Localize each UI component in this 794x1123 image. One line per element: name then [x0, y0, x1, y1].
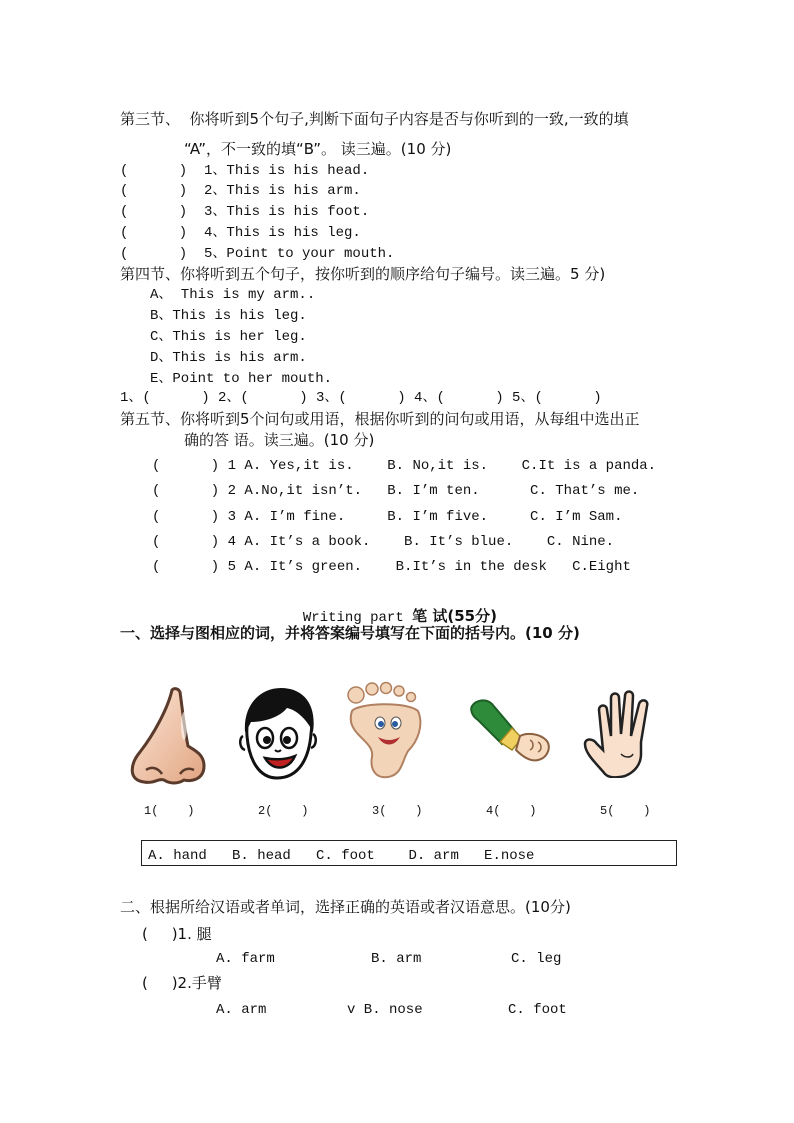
section3-item-5: ( ) 5、Point to your mouth.	[120, 246, 395, 262]
nose-picture	[124, 686, 210, 786]
section5-item-3: ( ) 3 A. I’m fine. B. I’m five. C. I’m Sam.	[152, 509, 623, 525]
part2-q2-option-c: C. foot	[508, 1002, 567, 1018]
section5-item-4: ( ) 4 A. It’s a book. B. It’s blue. C. Nine.	[152, 534, 615, 550]
section3-item-3: ( ) 3、This is his foot.	[120, 204, 370, 220]
part2-q1-option-b: B. arm	[371, 951, 422, 967]
writing-heading-cn: 笔 试(55分)	[412, 607, 497, 625]
part1-options: A. hand B. head C. foot D. arm E.nose	[148, 848, 535, 864]
arm-picture	[468, 696, 552, 768]
part2-q2-option-b: v B. nose	[347, 1002, 423, 1018]
part2-title: 二、根据所给汉语或者单词，选择正确的英语或者汉语意思。(10分)	[120, 898, 571, 916]
writing-heading-en: Writing part	[302, 610, 413, 626]
head-picture	[237, 686, 319, 784]
picture-label-5: 5( )	[600, 804, 651, 818]
section5-title-cont: 确的答 语。读三遍。(10 分)	[184, 431, 375, 449]
section5-item-2: ( ) 2 A.No,it isn’t. B. I’m ten. C. That’s me.	[152, 483, 640, 499]
section4-item-c: C、This is her leg.	[150, 329, 307, 345]
section4-item-e: E、Point to her mouth.	[150, 371, 333, 387]
section4-item-a: A、 This is my arm..	[150, 287, 316, 303]
foot-picture	[346, 681, 424, 781]
picture-label-1: 1( )	[144, 804, 195, 818]
section5-title: 第五节、你将听到5个问句或用语，根据你听到的问句或用语，从每组中选出正	[120, 410, 640, 428]
part2-q1: ( )1. 腿	[142, 925, 212, 943]
part1-title: 一、选择与图相应的词，并将答案编号填写在下面的括号内。(10 分)	[120, 624, 580, 642]
section5-item-1: ( ) 1 A. Yes,it is. B. No,it is. C.It is a panda.	[152, 458, 657, 474]
section3-item-4: ( ) 4、This is his leg.	[120, 225, 361, 241]
section3-title: 第三节、 你将听到5个句子,判断下面句子内容是否与你听到的一致,一致的填	[120, 110, 629, 128]
part2-q2: ( )2.手臂	[142, 974, 222, 992]
picture-label-3: 3( )	[372, 804, 423, 818]
hand-picture	[581, 688, 663, 778]
part2-q1-option-a: A. farm	[216, 951, 275, 967]
section4-item-d: D、This is his arm.	[150, 350, 307, 366]
writing-part-heading	[294, 589, 497, 627]
part2-q1-option-c: C. leg	[511, 951, 562, 967]
section4-title: 第四节、你将听到五个句子，按你听到的顺序给句子编号。读三遍。5 分)	[120, 265, 606, 283]
part2-q2-option-a: A. arm	[216, 1002, 267, 1018]
section3-item-2: ( ) 2、This is his arm.	[120, 183, 361, 199]
section5-item-5: ( ) 5 A. It’s green. B.It’s in the desk C.Eight	[152, 559, 631, 575]
section4-answer-line: 1、( ) 2、( ) 3、( ) 4、( ) 5、( )	[120, 390, 602, 406]
section3-item-1: ( ) 1、This is his head.	[120, 163, 370, 179]
section4-item-b: B、This is his leg.	[150, 308, 307, 324]
picture-label-2: 2( )	[258, 804, 309, 818]
picture-label-4: 4( )	[486, 804, 537, 818]
section3-title-cont: “A”，不一致的填“B”。 读三遍。(10 分)	[184, 140, 452, 158]
